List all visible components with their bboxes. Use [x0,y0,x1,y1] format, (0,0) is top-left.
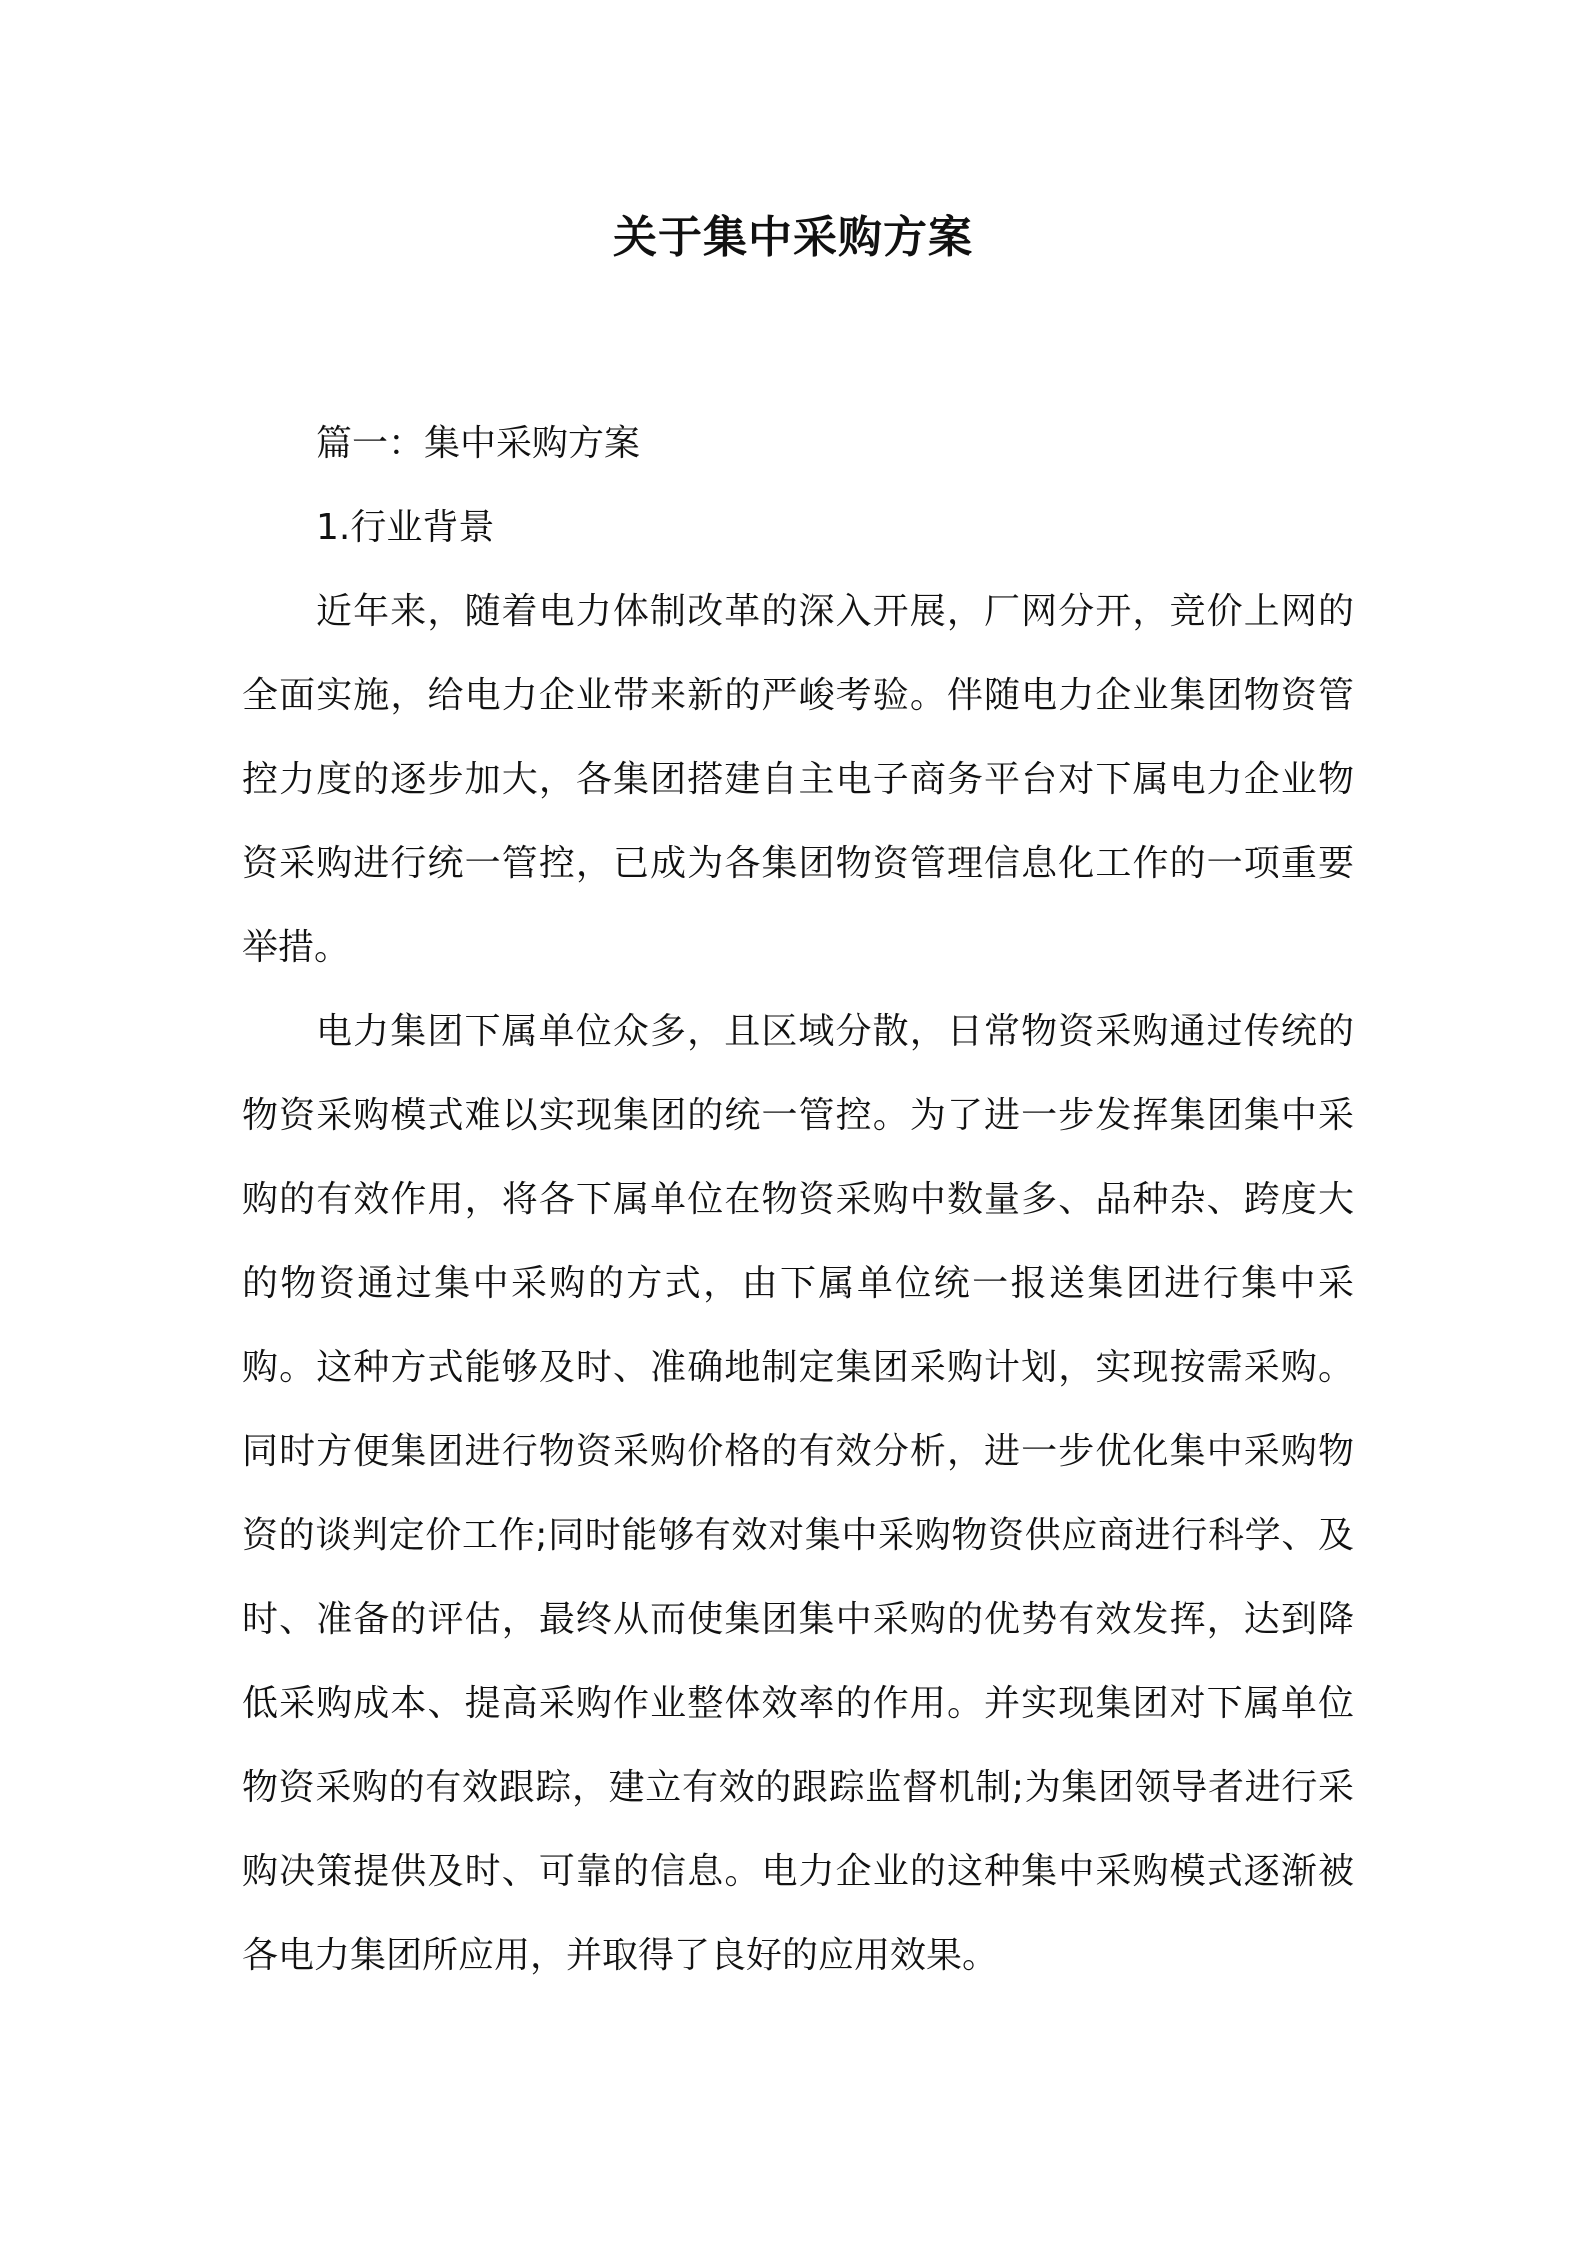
document-title: 关于集中采购方案 [613,212,973,263]
subsection-heading: 1.行业背景 [316,507,495,548]
paragraph-industry-background-1: 近年来，随着电力体制改革的深入开展，厂网分开，竞价上网的全面实施，给电力企业带来新的严峻考验。伴随电力企业集团物资管控力度的逐步加大，各集团搭建自主电子商务平台对下属电力企业物资采购进行统一管控，已成为各集团物资管理信息化工作的一项重要举措。 [242,591,1354,968]
paragraph-industry-background-2: 电力集团下属单位众多，且区域分散，日常物资采购通过传统的物资采购模式难以实现集团的统一管控。为了进一步发挥集团集中采购的有效作用，将各下属单位在物资采购中数量多、品种杂、跨度大的物资通过集中采购的方式，由下属单位统一报送集团进行集中采购。这种方式能够及时、准确地制定集团采购计划，实现按需采购。同时方便集团进行物资采购价格的有效分析，进一步优化集中采购物资的谈判定价工作;同时能够有效对集中采购物资供应商进行科学、及时、准备的评估，最终从而使集团集中采购的优势有效发挥，达到降低采购成本、提高采购作业整体效率的作用。并实现集团对下属单位物资采购的有效跟踪，建立有效的跟踪监督机制;为集团领导者进行采购决策提供及时、可靠的信息。电力企业的这种集中采购模式逐渐被各电力集团所应用，并取得了良好的应用效果。 [242,1011,1354,1976]
section-heading: 篇一：集中采购方案 [316,423,641,464]
document-body [242,402,1354,1998]
